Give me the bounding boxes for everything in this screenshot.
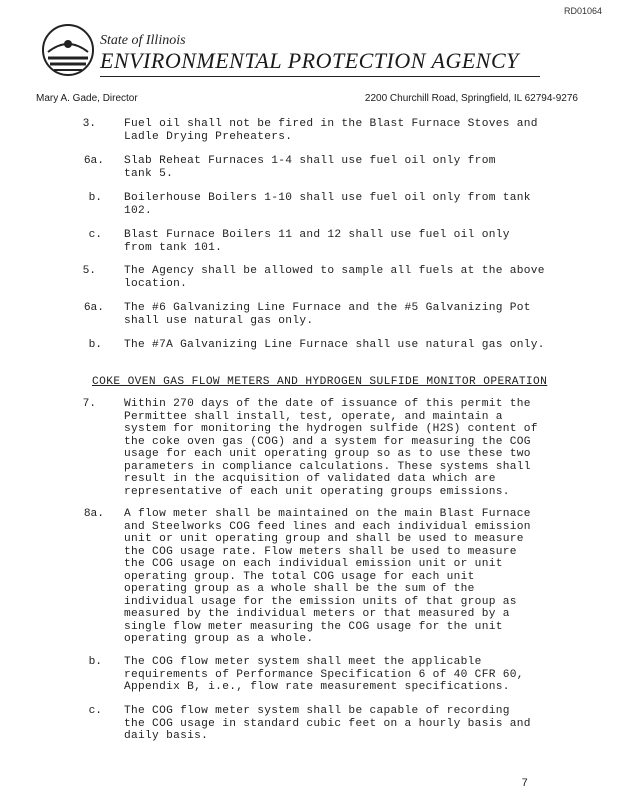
page-number: 7 bbox=[521, 777, 528, 790]
item-label: 6a. bbox=[83, 155, 104, 167]
item-label: 8a. bbox=[83, 508, 104, 520]
item-label: 5. bbox=[82, 265, 96, 277]
document-id: RD01064 bbox=[563, 6, 602, 16]
item-label: b. bbox=[88, 192, 102, 204]
item-text: Boilerhouse Boilers 1-10 shall use fuel oil only from tank 102. bbox=[124, 192, 531, 217]
item-text: A flow meter shall be maintained on the main Blast Furnace and Steelworks COG feed lines and each individual emission unit or unit operating group and shall be used to measure the COG usage rate. Flow meters shall be used to measure the COG usage on each individual emission unit or unit operating group. The total COG usage for each unit operating group as a whole shall be the sum of the individual usage for the emission units of that group as measured by the individual meters or that measured by a single flow meter measuring the COG usage for the unit operating group as a whole. bbox=[124, 508, 531, 645]
item-label: b. bbox=[88, 339, 102, 351]
item-label: c. bbox=[88, 229, 102, 241]
item-text: Blast Furnace Boilers 11 and 12 shall use fuel oil only from tank 101. bbox=[124, 229, 510, 254]
item-label: b. bbox=[88, 656, 102, 668]
state-name: State of Illinois bbox=[100, 33, 186, 48]
item-text: Within 270 days of the date of issuance of this permit the Permittee shall install, test, operate, and maintain a system for monitoring the hydrogen sulfide (H2S) content of the coke oven gas (COG) and a system for measuring the COG usage for each unit operating group so as to use these two parameters in compliance calculations. These systems shall result in the acquisition of validated data which are representative of each unit operating groups emissions. bbox=[124, 398, 538, 498]
item-label: 7. bbox=[82, 398, 96, 410]
item-text: The #6 Galvanizing Line Furnace and the #5 Galvanizing Pot shall use natural gas only. bbox=[124, 302, 531, 327]
item-label: c. bbox=[88, 705, 102, 717]
director-name: Mary A. Gade, Director bbox=[36, 93, 138, 104]
item-text: Fuel oil shall not be fired in the Blast Furnace Stoves and Ladle Drying Preheaters. bbox=[124, 118, 538, 143]
section-heading: COKE OVEN GAS FLOW METERS AND HYDROGEN SULFIDE MONITOR OPERATION bbox=[92, 376, 548, 388]
item-text: The Agency shall be allowed to sample all fuels at the above location. bbox=[124, 265, 545, 290]
item-label: 6a. bbox=[83, 302, 104, 314]
agency-address: 2200 Churchill Road, Springfield, IL 62794-9276 bbox=[364, 93, 578, 104]
item-label: 3. bbox=[82, 118, 96, 130]
item-text: The COG flow meter system shall be capable of recording the COG usage in standard cubic feet on a hourly basis and daily basis. bbox=[124, 705, 531, 742]
agency-name: ENVIRONMENTAL PROTECTION AGENCY bbox=[100, 48, 519, 73]
item-text: Slab Reheat Furnaces 1-4 shall use fuel oil only from tank 5. bbox=[124, 155, 496, 180]
item-text: The #7A Galvanizing Line Furnace shall use natural gas only. bbox=[124, 339, 545, 351]
item-text: The COG flow meter system shall meet the applicable requirements of Performance Specification 6 of 40 CFR 60, Appendix B, i.e., flow rate measurement specifications. bbox=[124, 656, 524, 693]
